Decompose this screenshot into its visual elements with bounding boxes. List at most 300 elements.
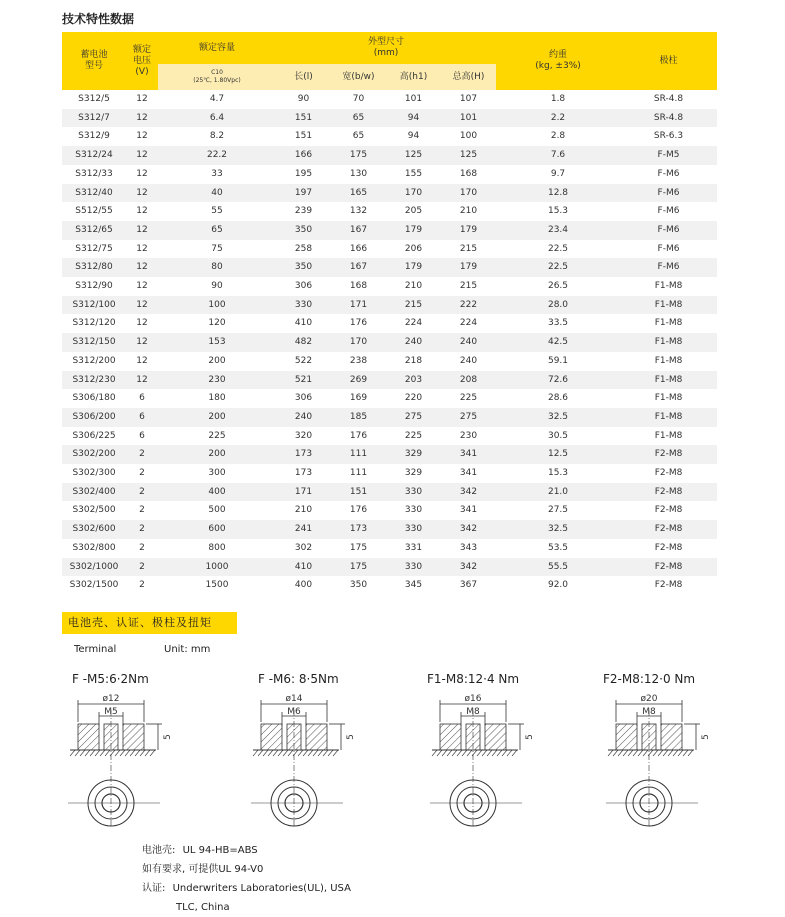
base-hatch <box>145 750 150 756</box>
cell-voltage: 12 <box>126 277 158 296</box>
table-row <box>62 445 717 464</box>
table-row <box>62 146 717 165</box>
cell-terminal: F1-M8 <box>620 314 717 333</box>
terminal-body-left <box>616 724 637 750</box>
table-row <box>62 371 717 390</box>
cell-height1: 329 <box>386 464 441 483</box>
cell-width: 350 <box>331 576 386 595</box>
base-hatch <box>100 750 105 756</box>
header-dimensions <box>276 32 496 64</box>
cell-capacity: 153 <box>158 333 276 352</box>
cell-model: S306/225 <box>62 427 126 446</box>
table-row <box>62 296 717 315</box>
cell-model: S312/40 <box>62 184 126 203</box>
base-hatch <box>673 750 678 756</box>
terminal-body-left <box>440 724 461 750</box>
cell-length: 521 <box>276 371 331 390</box>
cell-voltage: 2 <box>126 558 158 577</box>
cell-width: 151 <box>331 483 386 502</box>
base-hatch <box>303 750 308 756</box>
note-cert <box>142 879 351 898</box>
base-hatch <box>688 750 693 756</box>
cell-weight: 15.3 <box>496 202 620 221</box>
header-terminal: 极柱 <box>620 32 717 90</box>
terminal-name-3: F1-M8:12·4 Nm <box>427 672 520 686</box>
cell-length: 173 <box>276 445 331 464</box>
cell-weight: 21.0 <box>496 483 620 502</box>
cell-total-height: 224 <box>441 314 496 333</box>
cell-length: 350 <box>276 221 331 240</box>
cell-model: S302/200 <box>62 445 126 464</box>
header-dims-line2: (mm) <box>373 48 399 58</box>
cell-total-height: 240 <box>441 352 496 371</box>
cell-length: 350 <box>276 258 331 277</box>
cell-model: S512/55 <box>62 202 126 221</box>
cell-width: 176 <box>331 314 386 333</box>
cell-weight: 2.2 <box>496 109 620 128</box>
cell-height1: 331 <box>386 539 441 558</box>
cell-length: 239 <box>276 202 331 221</box>
cell-width: 169 <box>331 389 386 408</box>
terminal-drawing-4 <box>604 690 714 830</box>
cell-width: 70 <box>331 90 386 109</box>
cell-capacity: 400 <box>158 483 276 502</box>
cell-height1: 101 <box>386 90 441 109</box>
terminal-section-title: 电池壳、认证、极柱及扭矩 <box>62 612 237 634</box>
cell-terminal: SR-4.8 <box>620 109 717 128</box>
cell-total-height: 341 <box>441 464 496 483</box>
cell-total-height: 341 <box>441 501 496 520</box>
base-hatch <box>507 750 512 756</box>
cell-weight: 2.8 <box>496 127 620 146</box>
cell-length: 171 <box>276 483 331 502</box>
cell-voltage: 12 <box>126 202 158 221</box>
cell-terminal: F1-M8 <box>620 389 717 408</box>
outer-diameter-label: ø20 <box>640 694 658 704</box>
cell-weight: 28.0 <box>496 296 620 315</box>
cell-weight: 12.5 <box>496 445 620 464</box>
cell-length: 166 <box>276 146 331 165</box>
cell-model: S306/200 <box>62 408 126 427</box>
cell-voltage: 2 <box>126 445 158 464</box>
cell-total-height: 342 <box>441 558 496 577</box>
table-row <box>62 539 717 558</box>
cell-total-height: 230 <box>441 427 496 446</box>
cell-total-height: 208 <box>441 371 496 390</box>
cell-weight: 7.6 <box>496 146 620 165</box>
cell-capacity: 8.2 <box>158 127 276 146</box>
cell-model: S302/600 <box>62 520 126 539</box>
cell-capacity: 200 <box>158 445 276 464</box>
cell-total-height: 179 <box>441 258 496 277</box>
cell-width: 168 <box>331 277 386 296</box>
cell-total-height: 125 <box>441 146 496 165</box>
cell-weight: 1.8 <box>496 90 620 109</box>
cell-terminal: F1-M8 <box>620 427 717 446</box>
cell-weight: 59.1 <box>496 352 620 371</box>
base-hatch <box>283 750 288 756</box>
cell-model: S302/800 <box>62 539 126 558</box>
cell-total-height: 101 <box>441 109 496 128</box>
cell-length: 240 <box>276 408 331 427</box>
base-hatch <box>323 750 328 756</box>
cell-weight: 42.5 <box>496 333 620 352</box>
cell-width: 175 <box>331 539 386 558</box>
header-width: 宽(b/w) <box>331 64 386 90</box>
cell-model: S312/33 <box>62 165 126 184</box>
table-row <box>62 314 717 333</box>
cell-length: 173 <box>276 464 331 483</box>
depth-label: 5 <box>701 734 711 740</box>
cell-model: S306/180 <box>62 389 126 408</box>
cell-width: 166 <box>331 240 386 259</box>
cell-model: S302/1000 <box>62 558 126 577</box>
base-hatch <box>273 750 278 756</box>
base-hatch <box>253 750 258 756</box>
base-hatch <box>442 750 447 756</box>
terminal-name-2: F -M6: 8·5Nm <box>258 672 339 686</box>
table-row <box>62 464 717 483</box>
header-voltage-line1: 额定 <box>132 44 151 55</box>
cell-terminal: F-M6 <box>620 258 717 277</box>
base-hatch <box>452 750 457 756</box>
cert-label: 认证: <box>142 883 166 894</box>
base-hatch <box>437 750 442 756</box>
base-hatch <box>628 750 633 756</box>
cell-weight: 55.5 <box>496 558 620 577</box>
cell-model: S312/5 <box>62 90 126 109</box>
base-hatch <box>477 750 482 756</box>
cell-length: 241 <box>276 520 331 539</box>
cell-weight: 30.5 <box>496 427 620 446</box>
cell-terminal: F-M5 <box>620 146 717 165</box>
base-hatch <box>638 750 643 756</box>
thread-label: M5 <box>104 707 118 717</box>
terminal-body-right <box>306 724 327 750</box>
cell-width: 165 <box>331 184 386 203</box>
cell-model: S312/7 <box>62 109 126 128</box>
cell-capacity: 1500 <box>158 576 276 595</box>
cell-capacity: 75 <box>158 240 276 259</box>
terminal-drawing-3 <box>428 690 538 830</box>
terminal-drawing-2 <box>249 690 359 830</box>
terminal-body-left <box>261 724 282 750</box>
base-hatch <box>150 750 155 756</box>
cell-terminal: F2-M8 <box>620 558 717 577</box>
cell-total-height: 343 <box>441 539 496 558</box>
base-hatch <box>328 750 333 756</box>
base-hatch <box>462 750 467 756</box>
table-row <box>62 483 717 502</box>
cell-height1: 345 <box>386 576 441 595</box>
cell-voltage: 12 <box>126 296 158 315</box>
outer-diameter-label: ø12 <box>102 694 120 704</box>
cell-model: S312/90 <box>62 277 126 296</box>
cell-capacity: 65 <box>158 221 276 240</box>
case-value: UL 94-HB=ABS <box>182 845 258 856</box>
base-hatch <box>658 750 663 756</box>
header-model-line1: 蓄电池 <box>80 50 108 60</box>
cell-height1: 179 <box>386 221 441 240</box>
table-row <box>62 389 717 408</box>
cell-height1: 225 <box>386 427 441 446</box>
base-hatch <box>663 750 668 756</box>
cell-length: 210 <box>276 501 331 520</box>
cell-voltage: 2 <box>126 520 158 539</box>
header-model-line2: 型号 <box>84 61 103 71</box>
cell-total-height: 225 <box>441 389 496 408</box>
base-hatch <box>633 750 638 756</box>
cell-weight: 12.8 <box>496 184 620 203</box>
cell-length: 195 <box>276 165 331 184</box>
cell-weight: 72.6 <box>496 371 620 390</box>
cell-model: S312/120 <box>62 314 126 333</box>
cell-width: 65 <box>331 127 386 146</box>
cell-voltage: 12 <box>126 314 158 333</box>
cell-capacity: 800 <box>158 539 276 558</box>
cell-voltage: 6 <box>126 427 158 446</box>
cell-length: 482 <box>276 333 331 352</box>
table-row <box>62 90 717 109</box>
cell-total-height: 107 <box>441 90 496 109</box>
table-row <box>62 221 717 240</box>
base-hatch <box>502 750 507 756</box>
base-hatch <box>683 750 688 756</box>
cell-total-height: 215 <box>441 277 496 296</box>
table-row <box>62 109 717 128</box>
cell-capacity: 6.4 <box>158 109 276 128</box>
cell-capacity: 90 <box>158 277 276 296</box>
cell-height1: 215 <box>386 296 441 315</box>
cell-terminal: F-M6 <box>620 221 717 240</box>
base-hatch <box>120 750 125 756</box>
cell-voltage: 12 <box>126 371 158 390</box>
base-hatch <box>653 750 658 756</box>
table-row <box>62 520 717 539</box>
base-hatch <box>643 750 648 756</box>
cell-height1: 179 <box>386 258 441 277</box>
cell-height1: 155 <box>386 165 441 184</box>
cell-height1: 275 <box>386 408 441 427</box>
base-hatch <box>447 750 452 756</box>
cell-capacity: 180 <box>158 389 276 408</box>
base-hatch <box>313 750 318 756</box>
base-hatch <box>487 750 492 756</box>
cell-terminal: F1-M8 <box>620 352 717 371</box>
cell-terminal: F2-M8 <box>620 501 717 520</box>
cell-height1: 330 <box>386 483 441 502</box>
cell-terminal: F1-M8 <box>620 371 717 390</box>
terminal-body-right <box>661 724 682 750</box>
base-hatch <box>75 750 80 756</box>
table-row <box>62 165 717 184</box>
cell-length: 258 <box>276 240 331 259</box>
table-row <box>62 202 717 221</box>
cell-capacity: 1000 <box>158 558 276 577</box>
cell-model: S312/24 <box>62 146 126 165</box>
base-hatch <box>678 750 683 756</box>
cell-terminal: F2-M8 <box>620 483 717 502</box>
base-hatch <box>140 750 145 756</box>
cell-weight: 92.0 <box>496 576 620 595</box>
cell-voltage: 12 <box>126 352 158 371</box>
cell-weight: 26.5 <box>496 277 620 296</box>
cell-model: S312/75 <box>62 240 126 259</box>
cell-width: 238 <box>331 352 386 371</box>
cell-voltage: 2 <box>126 539 158 558</box>
base-hatch <box>432 750 437 756</box>
cell-weight: 27.5 <box>496 501 620 520</box>
cell-model: S302/300 <box>62 464 126 483</box>
cell-capacity: 120 <box>158 314 276 333</box>
cell-total-height: 170 <box>441 184 496 203</box>
cell-voltage: 2 <box>126 576 158 595</box>
base-hatch <box>613 750 618 756</box>
note-cert-2: TLC, China <box>176 902 230 913</box>
table-row <box>62 240 717 259</box>
cell-capacity: 40 <box>158 184 276 203</box>
cell-length: 302 <box>276 539 331 558</box>
cell-height1: 125 <box>386 146 441 165</box>
cell-weight: 22.5 <box>496 258 620 277</box>
table-row <box>62 576 717 595</box>
header-dims-line1: 外型尺寸 <box>368 37 405 47</box>
base-hatch <box>318 750 323 756</box>
base-hatch <box>278 750 283 756</box>
outer-diameter-label: ø16 <box>464 694 482 704</box>
cell-total-height: 275 <box>441 408 496 427</box>
terminal-body-right <box>123 724 144 750</box>
cell-terminal: F2-M8 <box>620 464 717 483</box>
note-optional: 如有要求, 可提供UL 94-V0 <box>142 864 264 875</box>
table-row <box>62 501 717 520</box>
base-hatch <box>125 750 130 756</box>
cell-total-height: 222 <box>441 296 496 315</box>
cell-voltage: 12 <box>126 109 158 128</box>
base-hatch <box>130 750 135 756</box>
cell-voltage: 12 <box>126 127 158 146</box>
cell-terminal: SR-6.3 <box>620 127 717 146</box>
cell-terminal: SR-4.8 <box>620 90 717 109</box>
table-row <box>62 352 717 371</box>
cell-height1: 94 <box>386 109 441 128</box>
cell-terminal: F1-M8 <box>620 408 717 427</box>
cell-terminal: F-M6 <box>620 240 717 259</box>
cell-length: 306 <box>276 277 331 296</box>
header-model <box>62 32 126 90</box>
cell-capacity: 100 <box>158 296 276 315</box>
cell-weight: 53.5 <box>496 539 620 558</box>
cell-total-height: 341 <box>441 445 496 464</box>
header-capacity-c10: C10 <box>211 69 223 76</box>
cell-width: 130 <box>331 165 386 184</box>
header-voltage-line3: (V) <box>135 66 149 77</box>
cell-length: 306 <box>276 389 331 408</box>
cell-height1: 330 <box>386 501 441 520</box>
cell-total-height: 100 <box>441 127 496 146</box>
outer-diameter-label: ø14 <box>285 694 303 704</box>
cell-capacity: 300 <box>158 464 276 483</box>
spec-table-body <box>62 90 717 595</box>
cell-height1: 203 <box>386 371 441 390</box>
cell-height1: 218 <box>386 352 441 371</box>
base-hatch <box>492 750 497 756</box>
cell-terminal: F2-M8 <box>620 520 717 539</box>
base-hatch <box>298 750 303 756</box>
base-hatch <box>115 750 120 756</box>
cell-length: 90 <box>276 90 331 109</box>
cell-capacity: 600 <box>158 520 276 539</box>
base-hatch <box>70 750 75 756</box>
cell-voltage: 12 <box>126 146 158 165</box>
cell-width: 176 <box>331 427 386 446</box>
cell-length: 410 <box>276 558 331 577</box>
cell-capacity: 55 <box>158 202 276 221</box>
cell-capacity: 200 <box>158 408 276 427</box>
cert-value-1: Underwriters Laboratories(UL), USA <box>172 883 351 894</box>
depth-label: 5 <box>346 734 356 740</box>
table-row <box>62 408 717 427</box>
base-hatch <box>482 750 487 756</box>
header-voltage-line2: 电压 <box>132 55 151 66</box>
cell-width: 176 <box>331 501 386 520</box>
cell-voltage: 12 <box>126 90 158 109</box>
cell-width: 167 <box>331 221 386 240</box>
header-capacity-sub <box>158 64 276 90</box>
base-hatch <box>268 750 273 756</box>
cell-voltage: 6 <box>126 408 158 427</box>
cell-terminal: F-M6 <box>620 202 717 221</box>
cell-length: 410 <box>276 314 331 333</box>
header-weight-line1: 约重 <box>549 50 568 60</box>
cell-height1: 170 <box>386 184 441 203</box>
base-hatch <box>90 750 95 756</box>
cell-capacity: 33 <box>158 165 276 184</box>
cell-height1: 329 <box>386 445 441 464</box>
cell-height1: 330 <box>386 520 441 539</box>
cell-model: S312/80 <box>62 258 126 277</box>
cell-width: 132 <box>331 202 386 221</box>
cell-height1: 220 <box>386 389 441 408</box>
cell-model: S312/9 <box>62 127 126 146</box>
unit-label: Unit: mm <box>164 644 211 655</box>
cell-length: 330 <box>276 296 331 315</box>
table-row <box>62 558 717 577</box>
base-hatch <box>623 750 628 756</box>
header-weight <box>496 32 620 90</box>
cell-width: 167 <box>331 258 386 277</box>
cell-total-height: 168 <box>441 165 496 184</box>
base-hatch <box>85 750 90 756</box>
cell-voltage: 12 <box>126 333 158 352</box>
cell-model: S312/150 <box>62 333 126 352</box>
table-row <box>62 184 717 203</box>
cell-total-height: 367 <box>441 576 496 595</box>
cell-width: 65 <box>331 109 386 128</box>
cell-capacity: 500 <box>158 501 276 520</box>
cell-height1: 224 <box>386 314 441 333</box>
terminal-drawing-1 <box>66 690 176 830</box>
cell-voltage: 2 <box>126 464 158 483</box>
cell-total-height: 342 <box>441 483 496 502</box>
cell-voltage: 12 <box>126 240 158 259</box>
cell-width: 175 <box>331 146 386 165</box>
cell-voltage: 2 <box>126 501 158 520</box>
cell-weight: 23.4 <box>496 221 620 240</box>
note-case <box>142 841 351 860</box>
cell-height1: 210 <box>386 277 441 296</box>
cell-width: 185 <box>331 408 386 427</box>
